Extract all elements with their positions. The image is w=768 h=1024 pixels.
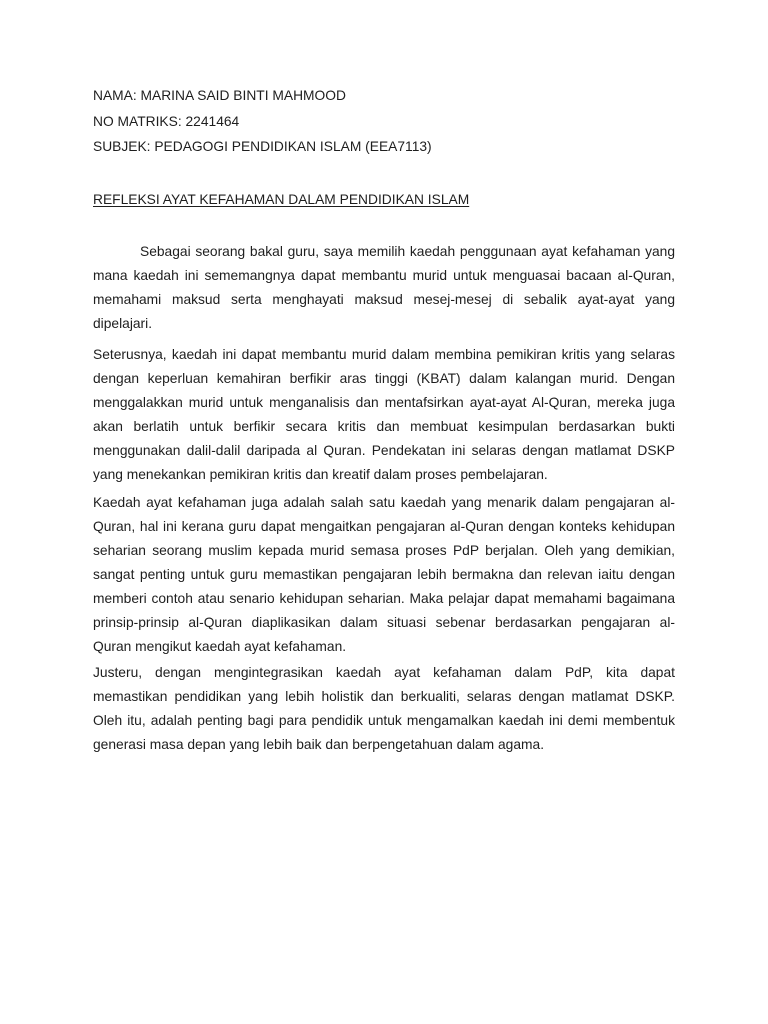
paragraph-1 — [93, 240, 675, 336]
paragraph-line: Sebagai seorang bakal guru, saya memilih kaedah penggunaan ayat kefahaman yang — [140, 244, 675, 259]
paragraph-line: Quran, hal ini kerana guru dapat mengaitkan pengajaran al-Quran dengan konteks kehidupan — [93, 519, 675, 534]
student-name-line: NAMA: MARINA SAID BINTI MAHMOOD — [93, 88, 346, 103]
paragraph-2 — [93, 343, 675, 487]
paragraph-line: Kaedah ayat kefahaman juga adalah salah satu kaedah yang menarik dalam pengajaran al- — [93, 495, 675, 510]
paragraph-line: Justeru, dengan mengintegrasikan kaedah ayat kefahaman dalam PdP, kita dapat — [93, 665, 675, 680]
paragraph-3 — [93, 491, 675, 659]
paragraph-line: seharian seorang muslim kepada murid semasa proses PdP berjalan. Oleh yang demikian, — [93, 543, 675, 558]
document-header — [93, 83, 675, 160]
paragraph-line: prinsip-prinsip al-Quran diaplikasikan dalam situasi sebenar berdasarkan pengajaran al- — [93, 615, 675, 630]
paragraph-line: Quran mengikut kaedah ayat kefahaman. — [93, 639, 347, 654]
paragraph-line: menggunakan dalil-dalil daripada al Quran. Pendekatan ini selaras dengan matlamat DSKP — [93, 443, 675, 458]
paragraph-line: mana kaedah ini sememangnya dapat membantu murid untuk menguasai bacaan al-Quran, — [93, 268, 675, 283]
paragraph-line: yang menekankan pemikiran kritis dan kreatif dalam proses pembelajaran. — [93, 467, 548, 482]
paragraph-line: memahami maksud serta menghayati maksud mesej-mesej di sebalik ayat-ayat yang — [93, 292, 675, 307]
paragraph-line: generasi masa depan yang lebih baik dan berpengetahuan dalam agama. — [93, 737, 545, 752]
paragraph-line: Seterusnya, kaedah ini dapat membantu murid dalam membina pemikiran kritis yang selaras — [93, 347, 675, 362]
subject-line: SUBJEK: PEDAGOGI PENDIDIKAN ISLAM (EEA7113) — [93, 139, 432, 154]
paragraph-line: dengan keperluan kemahiran berfikir aras tinggi (KBAT) dalam kalangan murid. Dengan — [93, 371, 675, 386]
paragraph-line: dipelajari. — [93, 316, 153, 331]
paragraph-4 — [93, 661, 675, 757]
paragraph-line: sangat penting untuk guru memastikan pengajaran lebih bermakna dan relevan iaitu dengan — [93, 567, 675, 582]
matric-number-line: NO MATRIKS: 2241464 — [93, 113, 240, 129]
paragraph-line: Oleh itu, adalah penting bagi para pendidik untuk mengamalkan kaedah ini demi membentuk — [93, 713, 675, 728]
paragraph-line: akan berlatih untuk berfikir secara kritis dan membuat kesimpulan berdasarkan bukti — [93, 419, 675, 434]
paragraph-line: menggalakkan murid untuk menganalisis dan mentafsirkan ayat-ayat Al-Quran, mereka juga — [93, 395, 675, 410]
paragraph-line: memberi contoh atau senario kehidupan seharian. Maka pelajar dapat memahami bagaimana — [93, 591, 675, 606]
paragraph-line: memastikan pendidikan yang lebih holistik dan berkualiti, selaras dengan matlamat DSKP. — [93, 689, 675, 704]
document-title: REFLEKSI AYAT KEFAHAMAN DALAM PENDIDIKAN ISLAM — [93, 192, 470, 207]
